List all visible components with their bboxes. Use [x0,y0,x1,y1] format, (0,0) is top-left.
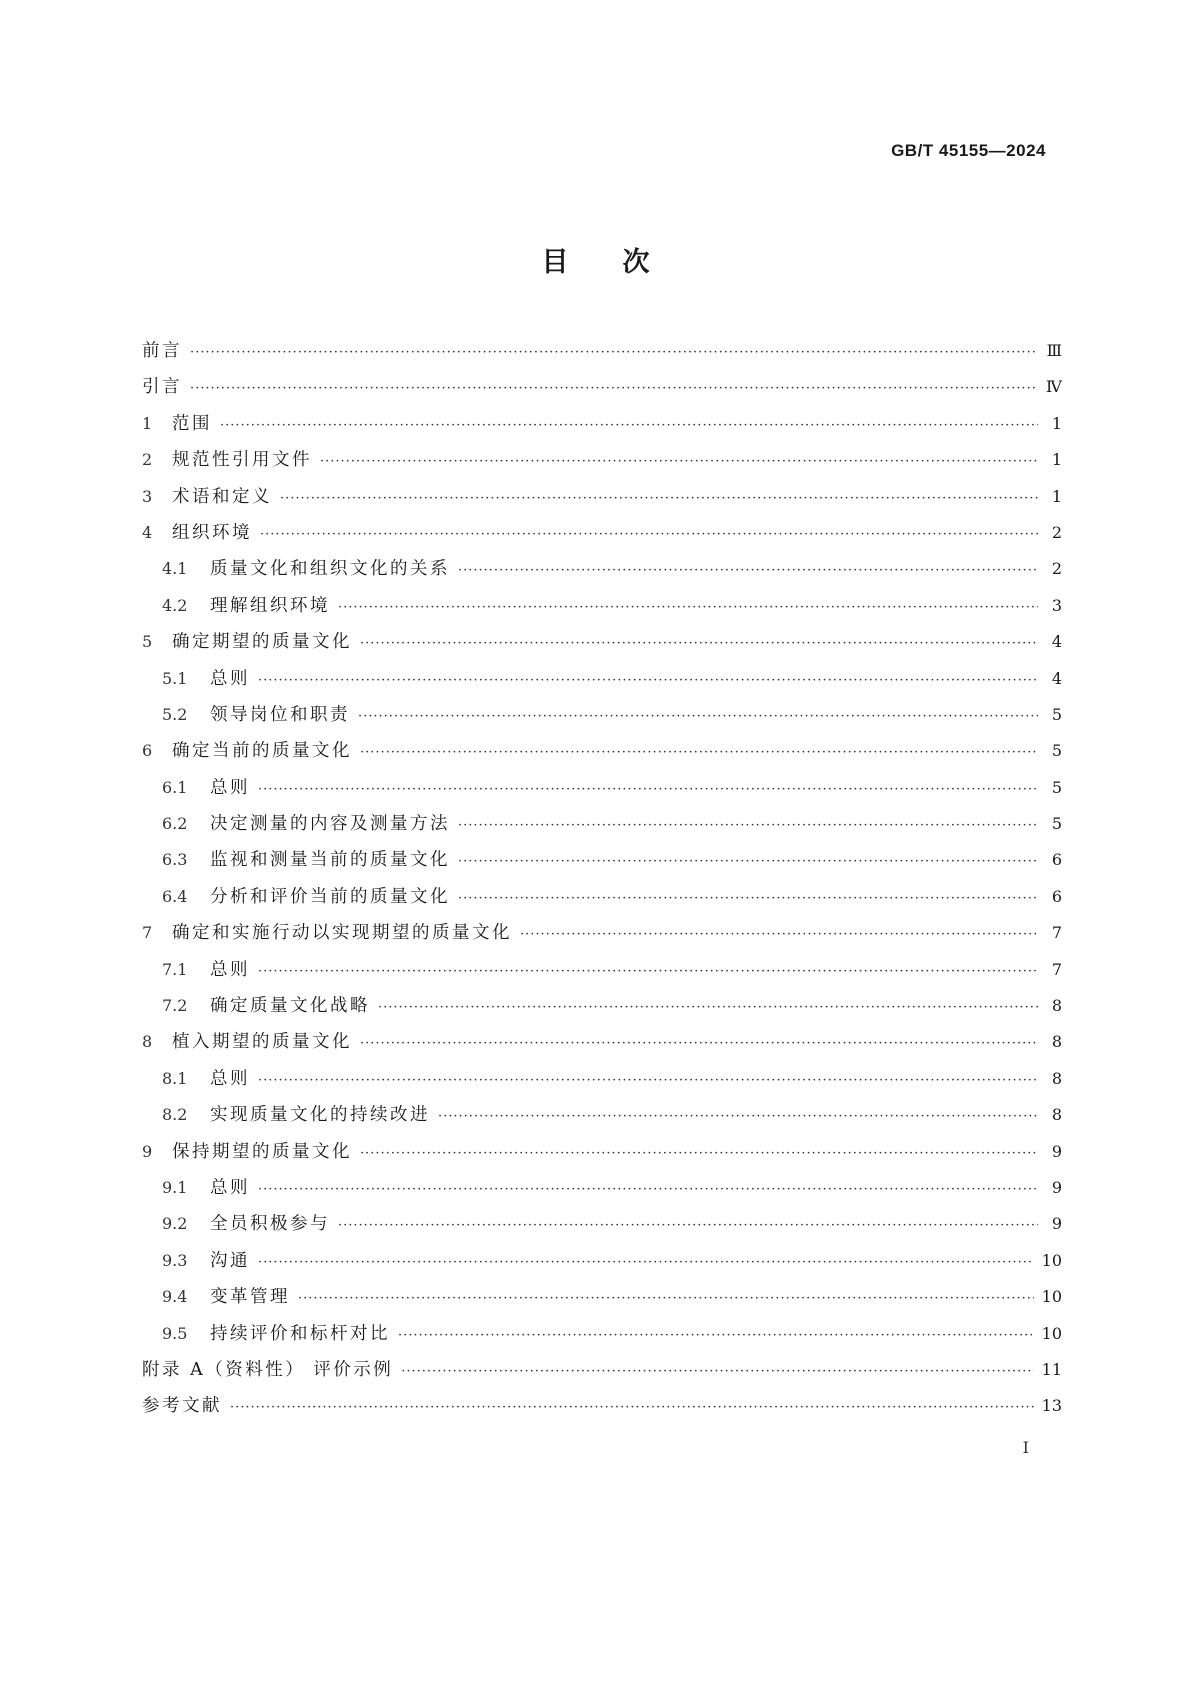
toc-entry-number: 6.1 [162,777,188,797]
toc-entry[interactable] [142,1174,1062,1210]
toc-entry-page: Ⅳ [1046,377,1062,397]
toc-leader-dots [360,745,1038,760]
toc-entry-number: 9.1 [162,1177,188,1197]
standard-code: GB/T 45155—2024 [891,141,1046,160]
toc-entry-page: 8 [1051,1105,1062,1125]
toc-entry-page: 2 [1051,522,1062,542]
toc-entry-label: 总则 [210,668,250,689]
page-title [0,240,1191,279]
toc-leader-dots [401,1364,1033,1379]
toc-leader-dots [190,345,1038,360]
toc-leader-dots [458,891,1038,906]
toc-entry-label: 变革管理 [210,1287,290,1308]
toc-entry-page: 5 [1051,777,1062,797]
toc-entry-label: 保持期望的质量文化 [172,1141,352,1162]
toc-entry-page: 5 [1051,704,1062,724]
toc-leader-dots [320,454,1038,469]
toc-entry[interactable] [142,519,1062,555]
toc-leader-dots [398,1328,1034,1343]
toc-leader-dots [458,563,1038,578]
toc-entry-number: 6.2 [162,814,188,834]
toc-entry-page: 3 [1051,595,1062,615]
toc-entry-page: 2 [1051,559,1062,579]
toc-entry-label: 分析和评价当前的质量文化 [210,886,450,907]
toc-entry[interactable] [142,1283,1062,1319]
toc-leader-dots [258,1073,1038,1088]
toc-entry-number: 7 [142,923,153,943]
toc-entry[interactable] [142,701,1062,737]
toc-leader-dots [280,491,1038,506]
toc-leader-dots [258,1255,1034,1270]
toc-entry-number: 7.1 [162,959,188,979]
toc-entry-page: 9 [1051,1141,1062,1161]
toc-entry-page: 7 [1051,959,1062,979]
toc-entry-label: 术语和定义 [172,486,272,507]
toc-entry-label: 确定当前的质量文化 [172,741,352,762]
toc-entry[interactable] [142,883,1062,919]
toc-entry[interactable] [142,628,1062,664]
toc-entry-number: 8.1 [162,1068,188,1088]
toc-entry[interactable] [142,592,1062,628]
toc-entry[interactable] [142,737,1062,773]
toc-entry-number: 9.4 [162,1287,188,1307]
toc-leader-dots [258,1182,1038,1197]
toc-entry-label: 决定测量的内容及测量方法 [210,814,450,835]
toc-leader-dots [260,527,1038,542]
toc-entry-label: 总则 [210,959,250,980]
toc-entry-page: 8 [1051,1068,1062,1088]
toc-leader-dots [298,1291,1034,1306]
toc-entry-page: 7 [1051,923,1062,943]
toc-entry-label: 全员积极参与 [210,1214,330,1235]
toc-entry-label: 总则 [210,777,250,798]
toc-entry-label: 质量文化和组织文化的关系 [210,559,450,580]
toc-entry-number: 8 [142,1032,153,1052]
toc-entry[interactable] [142,1247,1062,1283]
toc-entry[interactable] [142,665,1062,701]
toc-entry-number: 9.5 [162,1323,188,1343]
toc-entry[interactable] [142,1320,1062,1356]
toc-entry-number: 5 [142,632,153,652]
toc-leader-dots [338,1218,1038,1233]
toc-entry[interactable] [142,1028,1062,1064]
toc-entry[interactable] [142,337,1062,373]
toc-leader-dots [360,1036,1038,1051]
toc-entry-number: 3 [142,486,153,506]
toc-entry-label: 领导岗位和职责 [210,704,350,725]
toc-entry-page: Ⅲ [1046,341,1062,360]
toc-entry-label: 监视和测量当前的质量文化 [210,850,450,871]
toc-entry-page: 6 [1051,850,1062,870]
toc-entry-page: 4 [1051,632,1062,652]
toc-entry-label: 前言 [142,341,182,361]
toc-entry-number: 6.4 [162,886,188,906]
toc-entry-page: 13 [1041,1396,1062,1416]
toc-entry-label: 确定和实施行动以实现期望的质量文化 [172,923,512,944]
toc-entry[interactable] [142,810,1062,846]
toc-entry-number: 6.3 [162,850,188,870]
toc-entry[interactable] [142,919,1062,955]
title-char-1: 目 [541,247,569,278]
toc-entry-number: 4 [142,522,153,542]
toc-entry-page: 10 [1041,1287,1062,1307]
toc-entry[interactable] [142,774,1062,810]
toc-entry-label: 附录 A（资料性） 评价示例 [142,1359,394,1380]
toc-leader-dots [258,782,1038,797]
toc-entry[interactable] [142,1138,1062,1174]
toc-leader-dots [438,1109,1038,1124]
toc-entry-label: 范围 [172,413,212,434]
toc-entry-number: 1 [142,413,153,433]
toc-entry-page: 10 [1041,1323,1062,1343]
toc-entry-label: 引言 [142,377,182,398]
page-number: Ⅰ [1022,1438,1029,1457]
toc-entry-number: 8.2 [162,1105,188,1125]
toc-entry-page: 9 [1051,1177,1062,1197]
toc-leader-dots [258,673,1038,688]
toc-entry-page: 5 [1051,814,1062,834]
toc-leader-dots [338,600,1038,615]
title-char-2: 次 [622,247,650,278]
toc-leader-dots [378,1000,1038,1015]
toc-entry-number: 4.2 [162,595,188,615]
toc-entry-page: 4 [1051,668,1062,688]
toc-entry-number: 5.1 [162,668,188,688]
toc-leader-dots [258,964,1038,979]
toc-entry-number: 9.3 [162,1250,188,1270]
toc-leader-dots [358,709,1038,724]
toc-entry-number: 9 [142,1141,153,1161]
toc-entry-page: 1 [1051,413,1062,433]
toc-entry[interactable] [142,446,1062,482]
toc-entry[interactable] [142,1356,1062,1392]
toc-entry[interactable] [142,555,1062,591]
toc-entry-label: 沟通 [210,1250,250,1271]
toc-leader-dots [190,381,1038,396]
toc-entry[interactable] [142,846,1062,882]
toc-entry[interactable] [142,992,1062,1028]
toc-entry-label: 实现质量文化的持续改进 [210,1105,430,1126]
toc-entry-page: 8 [1051,1032,1062,1052]
toc-entry-page: 10 [1041,1250,1062,1270]
toc-entry[interactable] [142,410,1062,446]
toc-leader-dots [520,927,1038,942]
toc-leader-dots [458,818,1038,833]
toc-leader-dots [360,636,1038,651]
toc-entry-page: 8 [1051,996,1062,1016]
toc-entry-number: 4.1 [162,559,188,579]
toc-entry-page: 1 [1051,450,1062,470]
toc-entry-label: 参考文献 [142,1396,222,1417]
toc-entry-label: 确定期望的质量文化 [172,632,352,653]
toc-entry[interactable] [142,1101,1062,1137]
toc-leader-dots [360,1146,1038,1161]
toc-entry-label: 持续评价和标杆对比 [210,1323,390,1344]
toc-entry[interactable] [142,956,1062,992]
toc-entry-label: 植入期望的质量文化 [172,1032,352,1053]
toc-entry-number: 7.2 [162,996,188,1016]
toc-entry-page: 6 [1051,886,1062,906]
toc-entry[interactable] [142,1210,1062,1246]
toc-entry[interactable] [142,1392,1062,1428]
toc-entry-label: 组织环境 [172,522,252,543]
toc-leader-dots [458,854,1038,869]
toc-entry-page: 5 [1051,741,1062,761]
toc-entry-label: 规范性引用文件 [172,450,312,471]
toc-entry-page: 9 [1051,1214,1062,1234]
toc-entry-label: 总则 [210,1068,250,1089]
toc-entry-number: 5.2 [162,704,188,724]
toc-entry-label: 确定质量文化战略 [210,996,370,1017]
toc-entry[interactable] [142,1065,1062,1101]
toc-entry-label: 总则 [210,1177,250,1198]
toc-entry-label: 理解组织环境 [210,595,330,616]
toc-entry[interactable] [142,483,1062,519]
table-of-contents [142,337,1062,1429]
toc-entry-page: 11 [1041,1359,1062,1379]
toc-entry-number: 9.2 [162,1214,188,1234]
toc-leader-dots [220,418,1038,433]
toc-entry-page: 1 [1051,486,1062,506]
toc-entry-number: 2 [142,450,153,470]
toc-entry[interactable] [142,373,1062,409]
toc-entry-number: 6 [142,741,153,761]
toc-leader-dots [230,1400,1034,1415]
